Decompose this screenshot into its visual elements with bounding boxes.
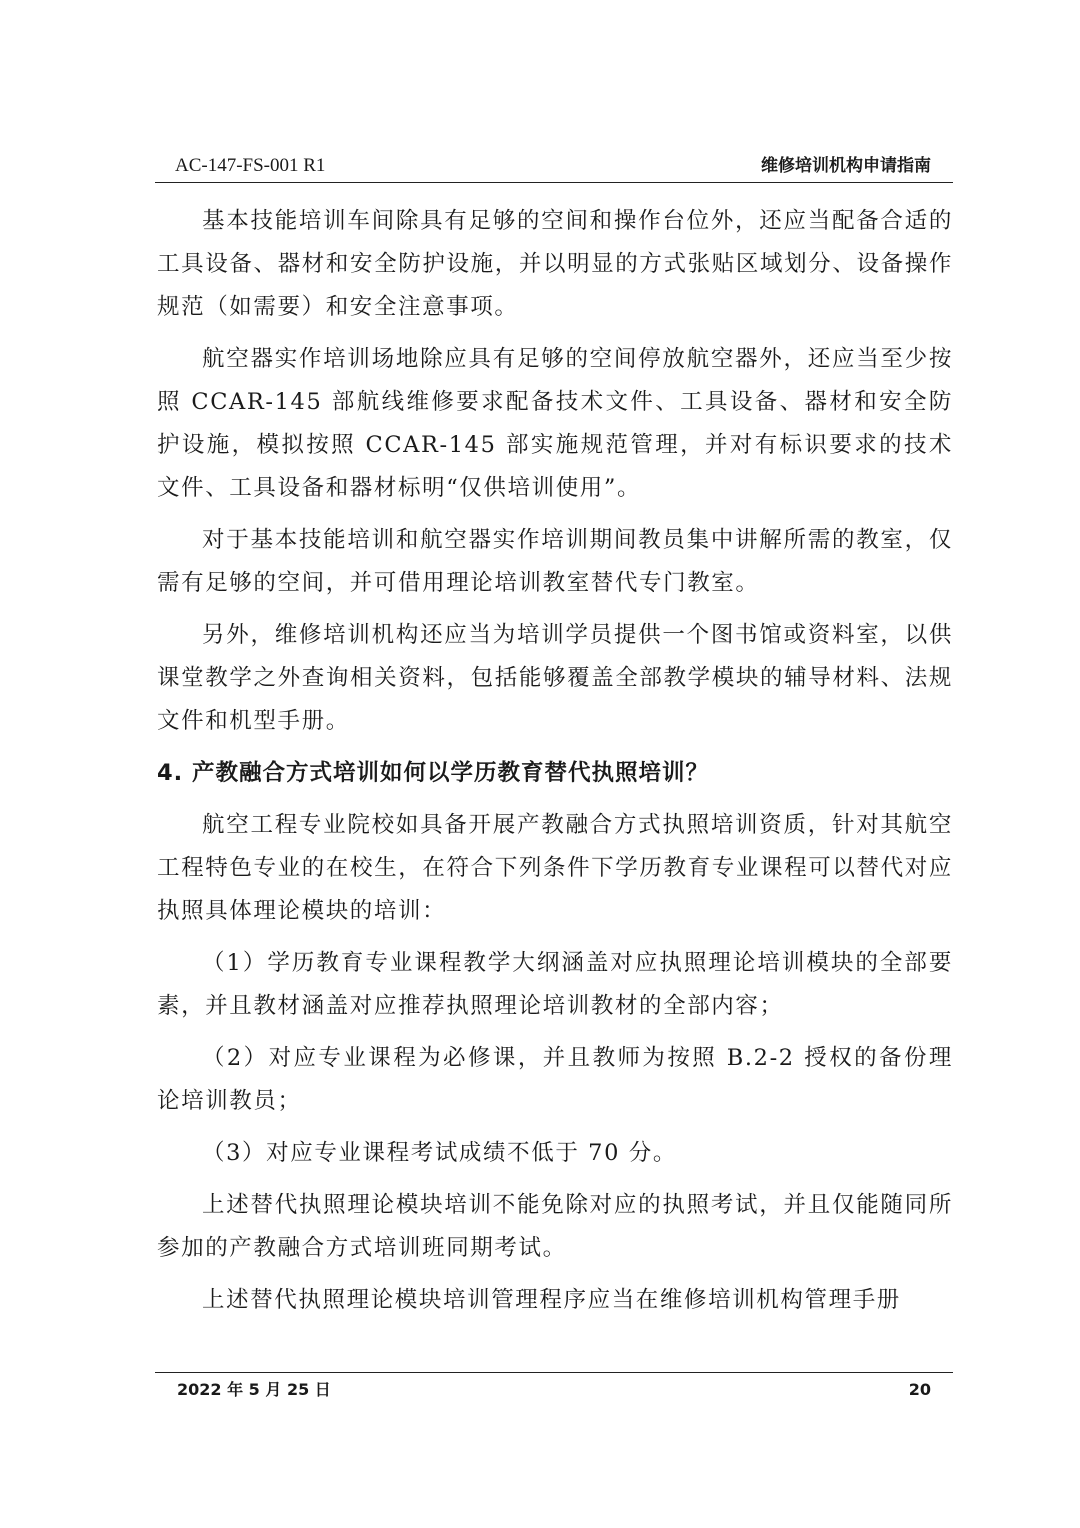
body-paragraph: 另外，维修培训机构还应当为培训学员提供一个图书馆或资料室，以供课堂教学之外查询相关资料，包括能够覆盖全部教学模块的辅导材料、法规文件和机型手册。 — [157, 622, 953, 734]
document-id: AC-147-FS-001 R1 — [175, 155, 326, 176]
page-number: 20 — [908, 1380, 931, 1399]
document-title: 维修培训机构申请指南 — [761, 156, 931, 176]
list-item: （2）对应专业课程为必修课，并且教师为按照 B.2-2 授权的备份理论培训教员； — [157, 1045, 953, 1114]
body-paragraph: 上述替代执照理论模块培训管理程序应当在维修培训机构管理手册 — [202, 1287, 901, 1313]
issue-date: 2022 年 5 月 25 日 — [177, 1380, 331, 1399]
body-paragraph: 对于基本技能培训和航空器实作培训期间教员集中讲解所需的教室，仅需有足够的空间，并可借用理论培训教室替代专门教室。 — [157, 527, 953, 596]
page-footer — [155, 1372, 953, 1403]
page-body — [157, 200, 953, 1331]
section-heading: 4. 产教融合方式培训如何以学历教育替代执照培训？ — [157, 760, 710, 786]
body-paragraph: 基本技能培训车间除具有足够的空间和操作台位外，还应当配备合适的工具设备、器材和安全防护设施，并以明显的方式张贴区域划分、设备操作规范（如需要）和安全注意事项。 — [157, 208, 953, 320]
list-item: （3）对应专业课程考试成绩不低于 70 分。 — [202, 1140, 677, 1166]
page-header — [155, 154, 953, 183]
body-paragraph: 上述替代执照理论模块培训不能免除对应的执照考试，并且仅能随同所参加的产教融合方式培训班同期考试。 — [157, 1192, 953, 1261]
list-item: （1）学历教育专业课程教学大纲涵盖对应执照理论培训模块的全部要素，并且教材涵盖对应推荐执照理论培训教材的全部内容； — [157, 950, 953, 1019]
body-paragraph: 航空器实作培训场地除应具有足够的空间停放航空器外，还应当至少按照 CCAR-145 部航线维修要求配备技术文件、工具设备、器材和安全防护设施，模拟按照 CCAR-145 部实施规范管理，并对有标识要求的技术文件、工具设备和器材标明“仅供培训使用”。 — [157, 346, 953, 501]
body-paragraph: 航空工程专业院校如具备开展产教融合方式执照培训资质，针对其航空工程特色专业的在校生，在符合下列条件下学历教育专业课程可以替代对应执照具体理论模块的培训： — [157, 812, 953, 924]
